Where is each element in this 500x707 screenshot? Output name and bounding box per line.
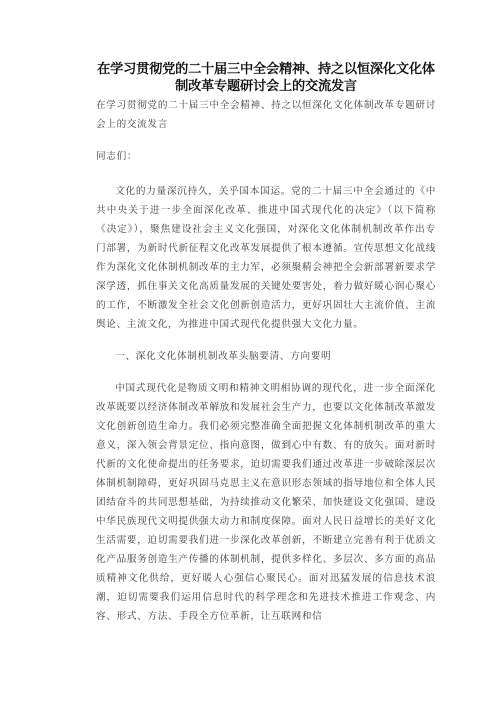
document-title: 在学习贯彻党的二十届三中全会精神、持之以恒深化文化体制改革专题研讨会上的交流发言 — [97, 62, 435, 94]
section-heading: 一、深化文化体制机制改革头脑要清、方向要明 — [115, 351, 332, 362]
document-subtitle: 在学习贯彻党的二十届三中全会精神、持之以恒深化文化体制改革专题研讨会上的交流发言 — [96, 100, 436, 130]
paragraph: 文化的力量深沉持久，关乎国本国运。党的二十届三中全会通过的《中共中央关于进一步全面深化改革、推进中国式现代化的决定》（以下简称《决定》），聚焦建设社会主义文化强国，对深化文化体制机制改革作出专门部署，为新时代新征程文化改革发展提供了根本遵循。宣传思想文化战线作为深化文化体制机制改革的主力军，必须聚精会神把全会新部署新要求学深学透，抓住事关文化高质量发展的关键处要害处，着力做好暖心润心聚心的工作，不断激发全社会文化创新创造活力，更好巩固壮大主流价值、主流舆论、主流文化，为推进中国式现代化提供强大文化力量。 — [96, 186, 436, 330]
document-body — [96, 96, 436, 626]
salutation: 同志们： — [96, 151, 138, 162]
paragraph: 中国式现代化是物质文明和精神文明相协调的现代化，进一步全面深化改革既要以经济体制改革解放和发展社会生产力，也要以文化体制改革激发文化创新创造生命力。我们必须完整准确全面把握文化体制机制改革的重大意义，深入领会背景定位、指向意图，做到心中有数、有的放矢。面对新时代新的文化使命提出的任务要求，迫切需要我们通过改革进一步破除深层次体制机制障碍，更好巩固马克思主义在意识形态领域的指导地位和全体人民团结奋斗的共同思想基础，为持续推动文化繁荣、加快建设文化强国、建设中华民族现代文明提供强大动力和制度保障。面对人民日益增长的美好文化生活需要，迫切需要我们进一步深化改革创新，不断建立完善有利于优质文化产品服务创造生产传播的体制机制，提供多样化、多层次、多方面的高品质精神文化供给，更好暖人心强信心聚民心。面对迅猛发展的信息技术浪潮，迫切需要我们运用信息时代的科学理念和先进技术推进工作观念、内容、形式、方法、手段全方位革新，让互联网和信 — [96, 383, 436, 622]
